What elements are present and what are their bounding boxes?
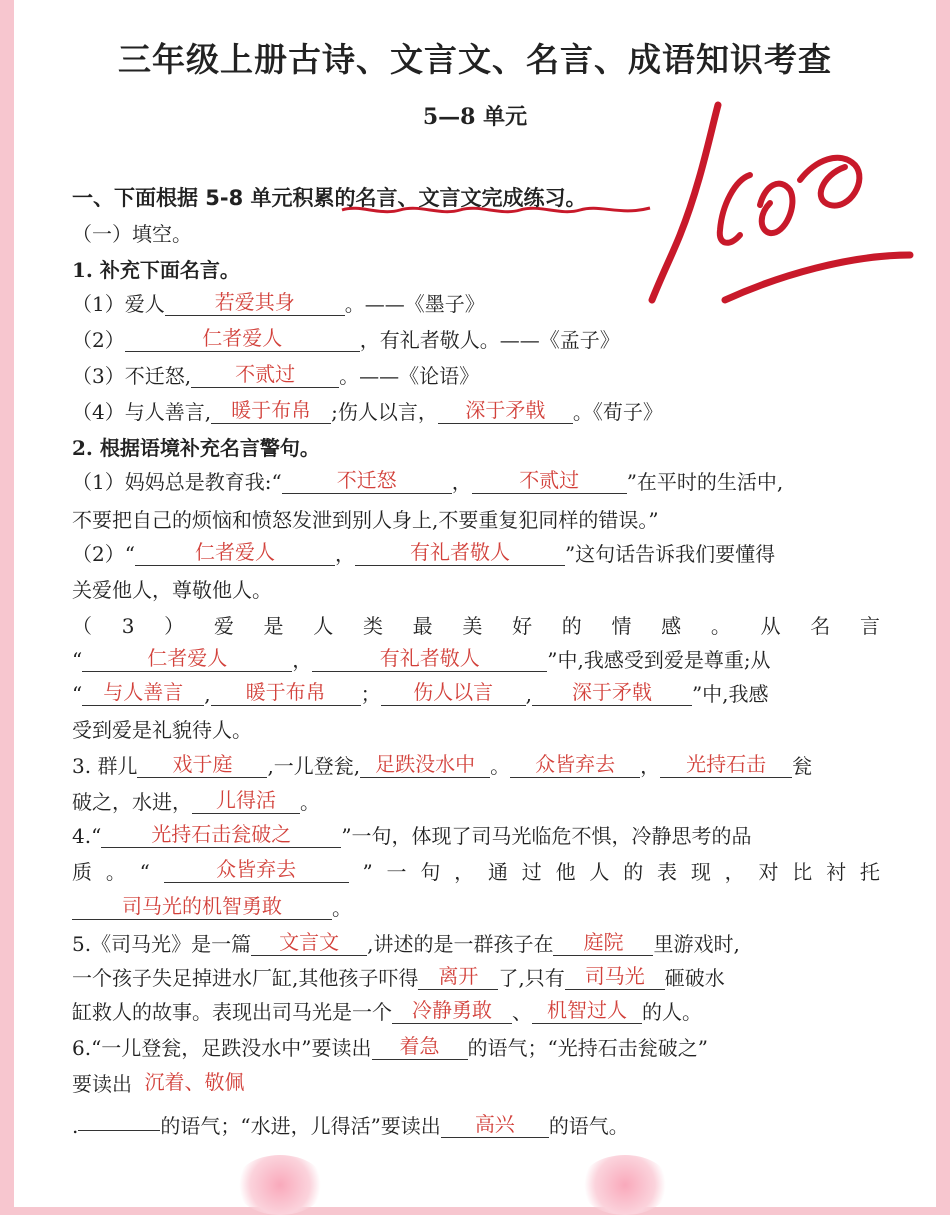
answer-blank: 仁者爱人	[82, 647, 292, 672]
page-subtitle: 5—8 单元	[422, 104, 528, 130]
answer-blank: 不贰过	[191, 363, 339, 388]
question-1-1: （1）爱人 若爱其身 。——《墨子》	[72, 290, 485, 316]
answer-blank: 众皆弃去	[510, 753, 640, 778]
answer-blank: 众皆弃去	[164, 858, 349, 883]
question-4-line3: 司马光的机智勇敢 。	[72, 894, 352, 922]
question-5: 5.《司马光》是一篇 文言文 ,讲述的是一群孩子在 庭院 里游戏时,	[72, 930, 740, 956]
question-1-2: （2） 仁者爱人 ，有礼者敬人。——《孟子》	[72, 326, 620, 352]
question-2-3-line3: “ 与人善言 , 暖于布帛 ； 伤人以言 , 深于矛戟 ”中,我感	[72, 680, 769, 706]
question-2-3-line2: “ 仁者爱人 ， 有礼者敬人 ”中,我感受到爱是尊重;从	[72, 646, 771, 672]
question-3: 3. 群儿 戏于庭 ,一儿登瓮, 足跌没水中 。 众皆弃去 ， 光持石击 瓮	[72, 752, 813, 778]
answer-blank: 冷静勇敢	[392, 999, 512, 1024]
answer-blank: 沉着、敬佩	[144, 1070, 245, 1094]
answer-blank: 儿得活	[192, 789, 300, 814]
answer-blank: 不贰过	[472, 469, 627, 494]
answer-blank: 文言文	[251, 931, 367, 956]
question-2-2: （2）“ 仁者爱人 ， 有礼者敬人 ”这句话告诉我们要懂得	[72, 540, 776, 566]
answer-blank: 足跌没水中	[360, 753, 490, 778]
answer-blank: 与人善言	[82, 681, 204, 706]
answer-blank: 若爱其身	[165, 291, 345, 316]
answer-blank-empty	[78, 1106, 160, 1131]
question-4-line2: 质 。 “ 众皆弃去 ” 一 句 ， 通 过 他 人 的 表 现 ， 对 比 衬 托	[72, 857, 880, 884]
answer-blank: 伤人以言	[381, 681, 526, 706]
answer-blank: 有礼者敬人	[355, 541, 565, 566]
answer-blank: 离开	[418, 965, 498, 990]
answer-blank: 深于矛戟	[532, 681, 692, 706]
answer-blank: 戏于庭	[137, 753, 267, 778]
question-6: 6.“一儿登瓮，足跌没水中”要读出 着急 的语气；“光持石击瓮破之”	[72, 1034, 708, 1060]
question-6-line2: 要读出 沉着、敬佩	[72, 1070, 257, 1098]
subsection-heading: （一）填空。	[72, 222, 192, 246]
question-2-1: （1）妈妈总是教育我:“ 不迁怒 ， 不贰过 ”在平时的生活中,	[72, 468, 784, 494]
answer-blank: 不迁怒	[282, 469, 452, 494]
answer-blank: 光持石击	[660, 753, 792, 778]
answer-blank: 着急	[372, 1035, 468, 1060]
answer-blank: 暖于布帛	[211, 681, 361, 706]
answer-blank: 仁者爱人	[125, 327, 360, 352]
question-1-4: （4）与人善言, 暖于布帛 ;伤人以言， 深于矛戟 。《荀子》	[72, 398, 663, 424]
question-2-2-cont: 关爱他人，尊敬他人。	[72, 578, 272, 602]
section-heading: 一、下面根据 5-8 单元积累的名言、文言文完成练习。	[72, 186, 587, 210]
answer-blank: 庭院	[553, 931, 653, 956]
decorative-circle	[580, 1155, 670, 1215]
answer-blank: 有礼者敬人	[312, 647, 547, 672]
question-5-line3: 缸救人的故事。表现出司马光是一个 冷静勇敢 、 机智过人 的人。	[72, 998, 702, 1024]
question-2-3: （ 3 ） 爱 是 人 类 最 美 好 的 情 感 。 从 名 言	[72, 614, 880, 638]
question-4: 4.“ 光持石击瓮破之 ”一句，体现了司马光临危不惧，冷静思考的品	[72, 822, 752, 848]
question-2: 2. 根据语境补充名言警句。	[72, 436, 320, 460]
answer-blank: 仁者爱人	[135, 541, 335, 566]
question-1-3: （3）不迁怒, 不贰过 。——《论语》	[72, 362, 480, 388]
question-2-1-cont: 不要把自己的烦恼和愤怒发泄到别人身上,不要重复犯同样的错误。”	[72, 508, 659, 532]
answer-blank: 司马光	[565, 965, 665, 990]
answer-blank: 暖于布帛	[211, 399, 331, 424]
answer-blank: 光持石击瓮破之	[101, 823, 341, 848]
question-1: 1. 补充下面名言。	[72, 258, 240, 282]
question-2-3-line4: 受到爱是礼貌待人。	[72, 718, 252, 742]
answer-blank: 司马光的机智勇敢	[72, 895, 332, 920]
answer-blank: 深于矛戟	[438, 399, 573, 424]
score-mark	[640, 95, 920, 325]
question-3-cont: 破之，水进， 儿得活 。	[72, 788, 320, 814]
question-6-line3: . 的语气；“水进，儿得活”要读出 高兴 的语气。	[72, 1106, 629, 1140]
answer-blank: 高兴	[441, 1113, 549, 1138]
page-title: 三年级上册古诗、文言文、名言、成语知识考查	[118, 40, 832, 79]
answer-blank: 机智过人	[532, 999, 642, 1024]
question-5-line2: 一个孩子失足掉进水厂缸,其他孩子吓得 离开 了,只有 司马光 砸破水	[72, 964, 725, 990]
decorative-circle	[235, 1155, 325, 1215]
